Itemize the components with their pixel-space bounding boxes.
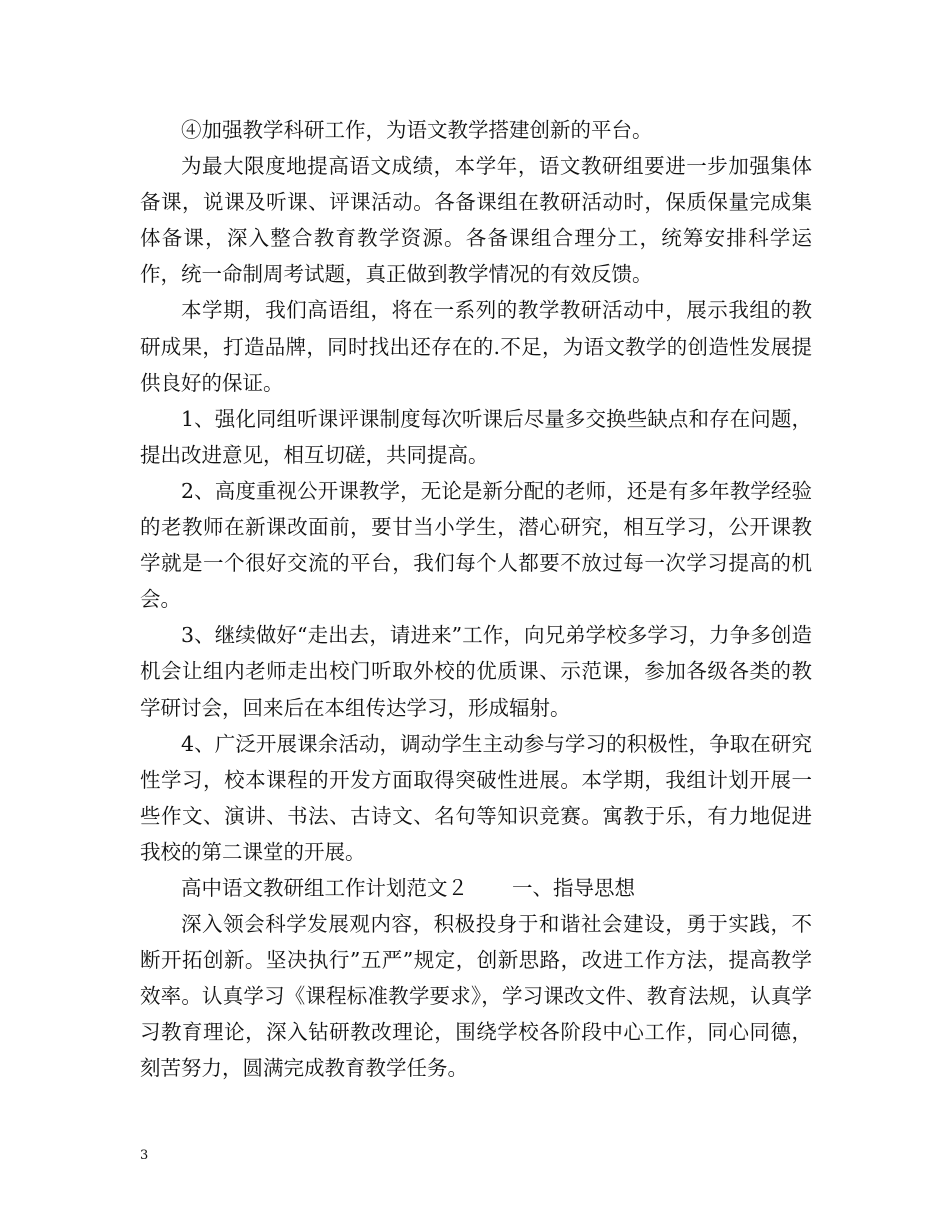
- page-number: 3: [140, 1148, 149, 1163]
- paragraph-item-1: 1、强化同组听课评课制度每次听课后尽量多交换些缺点和存在问题，提出改进意见，相互切磋，共同提高。: [140, 406, 812, 467]
- paragraph-item-2: 2、高度重视公开课教学，无论是新分配的老师，还是有多年教学经验的老教师在新课改面前，要甘当小学生，潜心研究，相互学习，公开课教学就是一个很好交流的平台，我们每个人都要不放过每一次学习提高的机会。: [140, 478, 812, 612]
- paragraph-research-platform: ④加强教学科研工作，为语文教学搭建创新的平台。: [181, 118, 653, 142]
- section-title: 高中语文教研组工作计划范文２: [181, 875, 468, 900]
- paragraph-item-3: 3、继续做好“走出去，请进来”工作，向兄弟学校多学习，力争多创造机会让组内老师走出校门听取外校的优质课、示范课，参加各级各类的教学研讨会，回来后在本组传达学习，形成辐射。: [140, 623, 812, 720]
- paragraph-semester-goals: 本学期，我们高语组，将在一系列的教学教研活动中，展示我组的教研成果，打造品牌，同时找出还存在的.不足，为语文教学的创造性发展提供良好的保证。: [140, 298, 812, 395]
- section-subtitle: 一、指导思想: [512, 875, 635, 900]
- section-heading: [140, 870, 812, 906]
- paragraph-guiding-ideology: 深入领会科学发展观内容，积极投身于和谐社会建设，勇于实践，不断开拓创新。坚决执行”五严”规定，创新思路，改进工作方法，提高教学效率。认真学习《课程标准教学要求》，学习课改文件、教育法规，认真学习教育理论，深入钻研教改理论，围绕学校各阶段中心工作，同心同德，刻苦努力，圆满完成教育教学任务。: [140, 912, 812, 1081]
- paragraph-collective-lesson-prep: 为最大限度地提高语文成绩，本学年，语文教研组要进一步加强集体备课，说课及听课、评课活动。各备课组在教研活动时，保质保量完成集体备课，深入整合教育教学资源。各备课组合理分工，统筹安排科学运作，统一命制周考试题，真正做到教学情况的有效反馈。: [140, 154, 812, 287]
- paragraph-item-4: 4、广泛开展课余活动，调动学生主动参与学习的积极性，争取在研究性学习，校本课程的开发方面取得突破性进展。本学期，我组计划开展一些作文、演讲、书法、古诗文、名句等知识竞赛。寓教于乐，有力地促进我校的第二课堂的开展。: [140, 731, 812, 864]
- document-body: [140, 112, 812, 1087]
